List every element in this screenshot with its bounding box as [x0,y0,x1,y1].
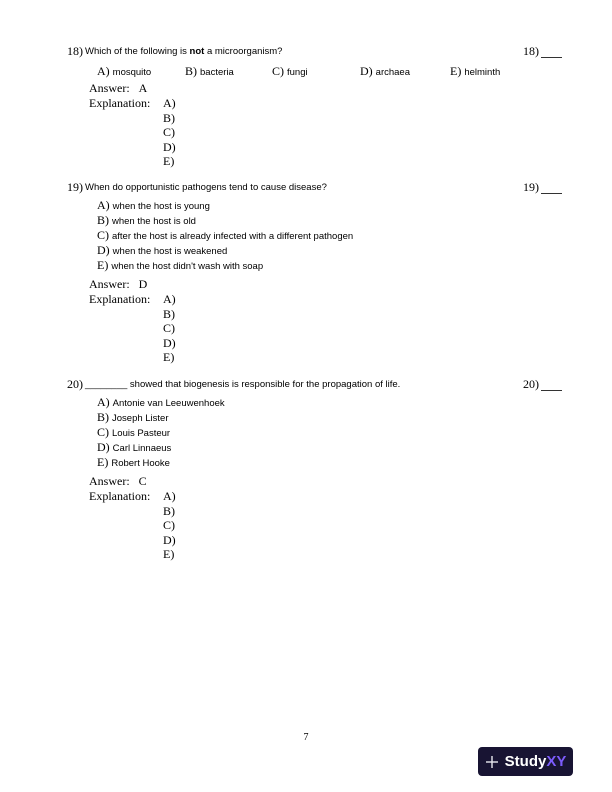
option-item [97,408,225,423]
explanation-item: A) [163,96,176,110]
option-label: C) [272,64,284,78]
option-item [97,438,225,453]
answer-value: D [138,277,148,291]
question-header [67,180,573,194]
options-row [67,62,573,76]
option-item [185,62,234,80]
answer-value: A [138,81,148,95]
explanation-item: E) [163,350,175,364]
options-list [97,196,353,271]
option-text: Louis Pasteur [112,428,171,439]
side-question-number: 18) [523,44,539,58]
option-item [97,241,353,256]
explanation-items [163,96,176,169]
option-item [97,453,225,468]
question-block-20 [67,377,573,561]
answer-row [89,277,147,292]
answer-blank-line [541,57,562,58]
option-label: E) [450,64,462,78]
option-label: D) [97,440,110,454]
question-text-pre: When do opportunistic pathogens tend to cause disease? [85,182,327,193]
option-text: fungi [287,67,308,78]
option-label: A) [97,395,110,409]
explanation-item: B) [163,503,175,518]
option-label: C) [97,228,109,242]
answer-label: Answer: [89,81,130,95]
question-text-pre: ________ showed that biogenesis is responsible for the propagation of life. [85,379,401,390]
question-block-18 [67,44,573,168]
option-item [272,62,308,80]
side-question-number: 19) [523,180,539,194]
answer-label: Answer: [89,277,130,291]
question-header [67,377,573,391]
explanation-item: E) [163,547,175,561]
question-text-post: a microorganism? [204,46,283,57]
answer-blank-line [541,193,562,194]
explanation-item: A) [163,292,176,306]
option-text: Carl Linnaeus [112,443,172,454]
question-number: 18) [67,44,83,58]
question-header [67,44,573,58]
explanation-label: Explanation: [89,292,151,306]
options-list [97,393,225,468]
plus-icon [485,755,499,769]
answer-row [89,474,147,489]
option-item [360,62,410,80]
question-text [85,182,327,193]
option-text: helminth [464,67,501,78]
answer-label: Answer: [89,474,130,488]
explanation-item: B) [163,306,175,321]
option-label: E) [97,258,109,272]
option-label: B) [97,410,109,424]
explanation-label: Explanation: [89,96,151,110]
question-number: 20) [67,377,83,391]
option-text: bacteria [200,67,234,78]
explanation-item: A) [163,489,176,503]
option-label: D) [97,243,110,257]
logo-text-study: Study [504,753,547,770]
page-number: 7 [303,732,309,743]
option-item [97,196,353,211]
explanation-item: C) [163,321,175,335]
option-item [97,226,353,241]
option-text: when the host is weakened [112,246,228,257]
option-text: when the host is old [112,216,196,227]
explanation-label: Explanation: [89,489,151,503]
answer-blank-line [541,390,562,391]
logo-text [505,753,567,770]
option-text: after the host is already infected with a different pathogen [112,231,354,242]
answer-value: C [138,474,147,488]
question-text [85,46,282,57]
question-text-bold: not [189,46,205,57]
option-label: E) [97,455,109,469]
option-label: B) [97,213,109,227]
studyxy-logo [478,747,573,776]
option-label: A) [97,64,110,78]
option-text: Joseph Lister [112,413,169,424]
logo-text-xy: XY [546,753,567,770]
explanation-item: C) [163,518,175,532]
explanation-item: D) [163,532,176,547]
explanation-item: C) [163,125,175,139]
option-label: D) [360,64,373,78]
option-text: when the host didn't wash with soap [111,261,264,272]
option-label: A) [97,198,110,212]
option-label: C) [97,425,109,439]
option-item [97,393,225,408]
explanation-item: E) [163,154,175,168]
option-item [97,62,151,80]
explanation-item: D) [163,335,176,350]
explanation-item: D) [163,139,176,154]
side-question-number: 20) [523,377,539,391]
question-block-19 [67,180,573,364]
explanation-items [163,489,176,562]
explanation-item: B) [163,110,175,125]
option-label: B) [185,64,197,78]
question-text-pre: Which of the following is [85,46,190,57]
option-item [450,62,500,80]
answer-row [89,81,147,96]
option-item [97,256,353,271]
option-text: Robert Hooke [111,458,170,469]
question-number: 19) [67,180,83,194]
option-text: archaea [375,67,411,78]
option-item [97,211,353,226]
option-text: when the host is young [112,201,210,212]
explanation-items [163,292,176,365]
option-text: mosquito [112,67,152,78]
question-text [85,379,400,390]
option-item [97,423,225,438]
option-text: Antonie van Leeuwenhoek [112,398,225,409]
